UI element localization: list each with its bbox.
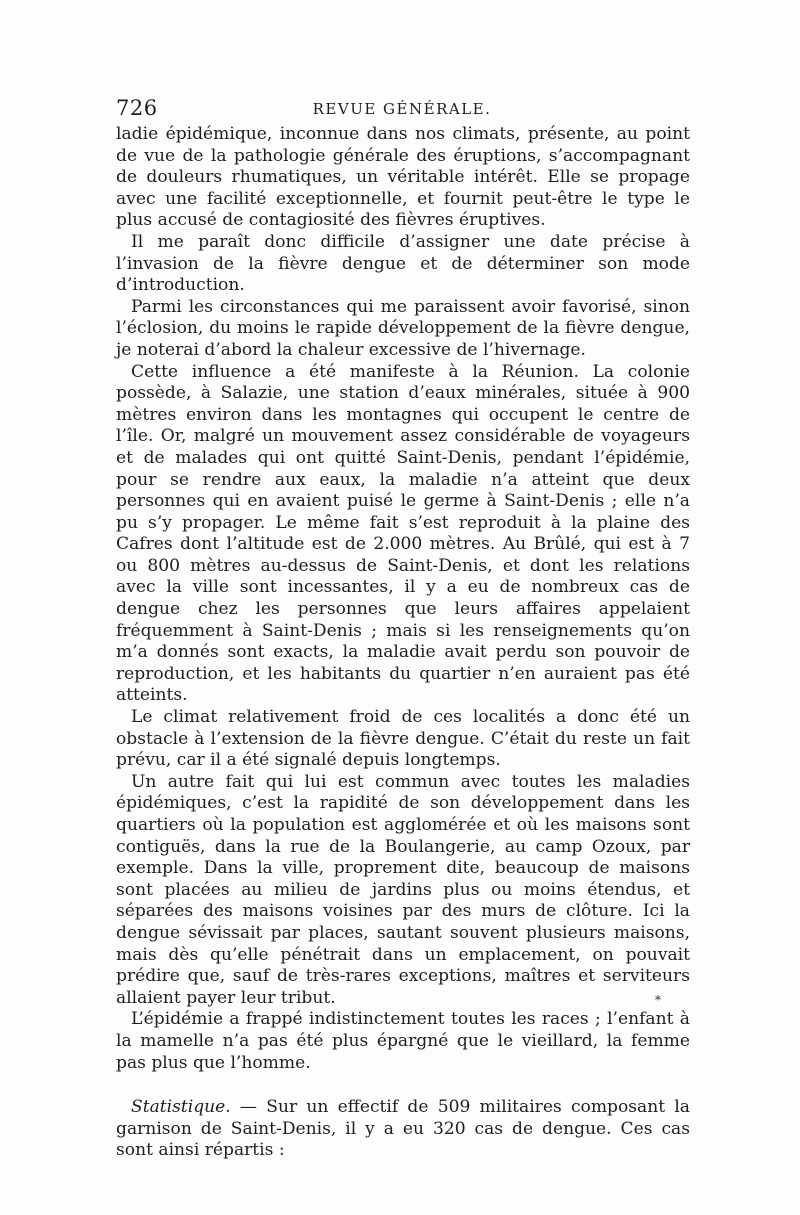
paragraph-continuation: ladie épidémique, inconnue dans nos climats, présente, au point de vue de la pathologie générale des éruptions, s’accompagnant de douleurs rhumatiques, un véritable intérêt. Elle se propage avec une facilité exceptionnelle, et fournit peut-être le type le plus accusé de contagiosité des fièvres éruptives. [116, 124, 690, 231]
asterisk-mark: * [655, 993, 661, 1007]
statistique-text: — Sur un effectif de 509 militaires composant la garnison de Saint-Denis, il y a eu 320 cas de dengue. Ces cas sont ainsi répartis : [116, 1097, 690, 1161]
running-head [116, 96, 688, 124]
paragraph-date-invasion: Il me paraît donc difficile d’assigner une date précise à l’invasion de la fièvre dengue et de déterminer son mode d’introduction. [116, 231, 690, 296]
paragraph-climat: Le climat relativement froid de ces localités a donc été un obstacle à l’extension de la fièvre dengue. C’était du reste un fait prévu, car il a été signalé depuis longtemps. [116, 707, 690, 771]
body-text [116, 124, 690, 1162]
running-title: REVUE GÉNÉRALE. [312, 100, 492, 118]
statistique-heading: Statistique. [131, 1097, 231, 1118]
page-number: 726 [116, 96, 158, 120]
paragraph-circonstances: Parmi les circonstances qui me paraissent avoir favorisé, sinon l’éclosion, du moins le rapide développement de la fièvre dengue, je noterai d’abord la chaleur excessive de l’hivernage. [116, 296, 690, 360]
paragraph-statistique [116, 1097, 690, 1162]
paragraph-influence-reunion: Cette influence a été manifeste à la Réunion. La colonie possède, à Salazie, une station d’eaux minérales, située à 900 mètres environ dans les montagnes qui occupent le centre de l’île. Or, malgré un mouvement assez considérable de voyageurs et de malades qui ont quitté Saint-Denis, pendant l’épidémie, pour se rendre aux eaux, la maladie n’a atteint que deux personnes qui en avaient puisé le germe à Saint-Denis ; elle n’a pu s’y propager. Le même fait s’est reproduit à la plaine des Cafres dont l’altitude est de 2.000 mètres. Au Brûlé, qui est à 7 ou 800 mètres au-dessus de Saint-Denis, et dont les relations avec la ville sont incessantes, il y a eu de nombreux cas de dengue chez les personnes que leurs affaires appelaient fréquemment à Saint-Denis ; mais si les renseignements qu’on m’a donnés sont exacts, la maladie avait perdu son pouvoir de reproduction, et les habitants du quartier n’en auraient pas été atteints. [116, 361, 690, 706]
paragraph-races: L’épidémie a frappé indistinctement toutes les races ; l’enfant à la mamelle n’a pas été plus épargné que le vieillard, la femme pas plus que l’homme. [116, 1009, 690, 1073]
paragraph-developpement: Un autre fait qui lui est commun avec toutes les maladies épidémiques, c’est la rapidité de son développement dans les quartiers où la population est agglomérée et où les maisons sont contiguës, dans la rue de la Boulangerie, au camp Ozoux, par exemple. Dans la ville, proprement dite, beaucoup de maisons sont placées au milieu de jardins plus ou moins étendus, et séparées des maisons voisines par des murs de clôture. Ici la dengue sévissait par places, sautant souvent plusieurs maisons, mais dès qu’elle pénétrait dans un emplacement, on pouvait prédire que, sauf de très-rares exceptions, maîtres et serviteurs allaient payer leur tribut. [116, 771, 690, 1008]
